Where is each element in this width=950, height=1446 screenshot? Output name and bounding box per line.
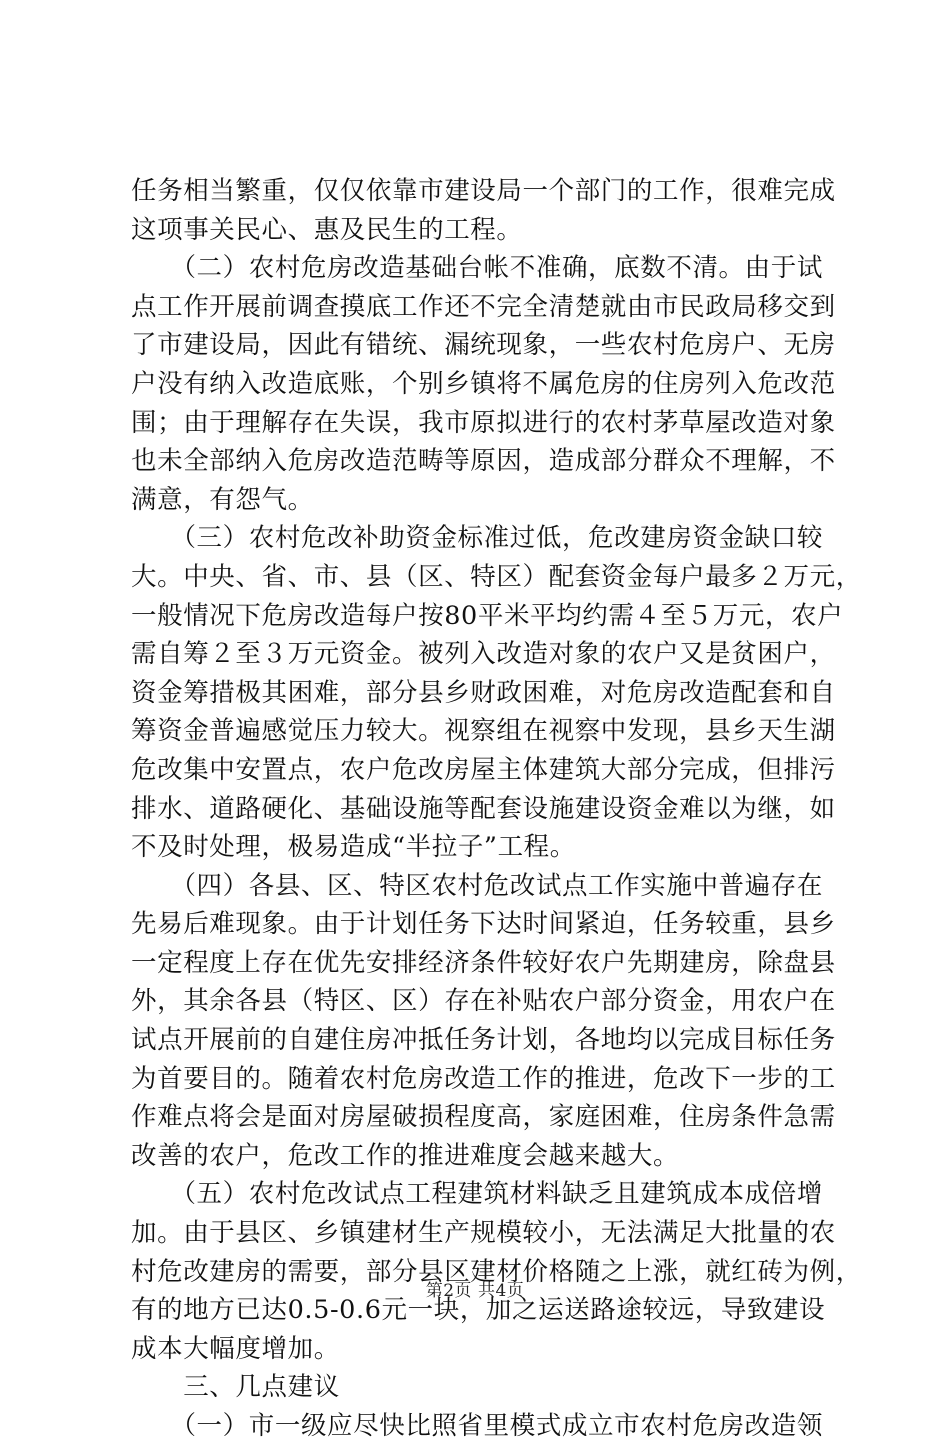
text-line: 外，其余各县（特区、区）存在补贴农户部分资金，用农户在 bbox=[131, 986, 836, 1017]
text-line: （二）农村危房改造基础台帐不准确，底数不清。由于试 bbox=[131, 253, 823, 284]
text-line: 围；由于理解存在失误，我市原拟进行的农村茅草屋改造对象 bbox=[131, 407, 836, 438]
text-line: 资金筹措极其困难，部分县乡财政困难，对危房改造配套和自 bbox=[131, 677, 836, 708]
text-line: （五）农村危改试点工程建筑材料缺乏且建筑成本成倍增 bbox=[131, 1179, 823, 1210]
text-line: 也未全部纳入危房改造范畴等原因，造成部分群众不理解，不 bbox=[131, 446, 836, 477]
text-line: （三）农村危改补助资金标准过低，危改建房资金缺口较 bbox=[131, 523, 823, 554]
text-line: 不及时处理，极易造成“半拉子”工程。 bbox=[131, 832, 576, 863]
text-line: 一般情况下危房改造每户按80平米平均约需４至５万元，农户 bbox=[131, 600, 844, 631]
text-line: 加。由于县区、乡镇建材生产规模较小，无法满足大批量的农 bbox=[131, 1218, 836, 1249]
text-line: （一）市一级应尽快比照省里模式成立市农村危房改造领 bbox=[131, 1411, 823, 1441]
text-line: 大。中央、省、市、县（区、特区）配套资金每户最多２万元， bbox=[131, 561, 862, 592]
text-line: 村危改建房的需要，部分县区建材价格随之上涨，就红砖为例， bbox=[131, 1256, 862, 1287]
text-line: 点工作开展前调查摸底工作还不完全清楚就由市民政局移交到 bbox=[131, 291, 836, 322]
text-line: 危改集中安置点，农户危改房屋主体建筑大部分完成，但排污 bbox=[131, 754, 836, 785]
text-line: 户没有纳入改造底账，个别乡镇将不属危房的住房列入危改范 bbox=[131, 368, 836, 399]
text-line: 一定程度上存在优先安排经济条件较好农户先期建房，除盘县 bbox=[131, 947, 836, 978]
page-number-footer: 第2页 共4页 bbox=[425, 1281, 525, 1301]
text-line: 筹资金普遍感觉压力较大。视察组在视察中发现，县乡天生湖 bbox=[131, 716, 836, 747]
text-line: 需自筹２至３万元资金。被列入改造对象的农户又是贫困户， bbox=[131, 639, 836, 670]
text-line: 排水、道路硬化、基础设施等配套设施建设资金难以为继，如 bbox=[131, 793, 836, 824]
text-line: 先易后难现象。由于计划任务下达时间紧迫，任务较重，县乡 bbox=[131, 909, 836, 940]
body-text bbox=[131, 172, 862, 1446]
text-line: 了市建设局，因此有错统、漏统现象，一些农村危房户、无房 bbox=[131, 330, 836, 361]
text-line: 改善的农户，危改工作的推进难度会越来越大。 bbox=[131, 1140, 680, 1171]
text-line: （四）各县、区、特区农村危改试点工作实施中普遍存在 bbox=[131, 870, 823, 901]
text-line: 试点开展前的自建住房冲抵任务计划，各地均以完成目标任务 bbox=[131, 1025, 836, 1056]
text-line: 满意，有怨气。 bbox=[131, 484, 314, 515]
text-line: 有的地方已达0.5-0.6元一块，加之运送路途较远，导致建设 bbox=[131, 1295, 826, 1326]
text-line: 任务相当繁重，仅仅依靠市建设局一个部门的工作，很难完成 bbox=[131, 176, 836, 206]
text-line: 为首要目的。随着农村危房改造工作的推进，危改下一步的工 bbox=[131, 1063, 836, 1094]
text-line: 这项事关民心、惠及民生的工程。 bbox=[131, 214, 523, 245]
section-heading: 三、几点建议 bbox=[131, 1372, 340, 1403]
text-line: 成本大幅度增加。 bbox=[131, 1333, 340, 1364]
text-line: 作难点将会是面对房屋破损程度高，家庭困难，住房条件急需 bbox=[131, 1102, 836, 1133]
